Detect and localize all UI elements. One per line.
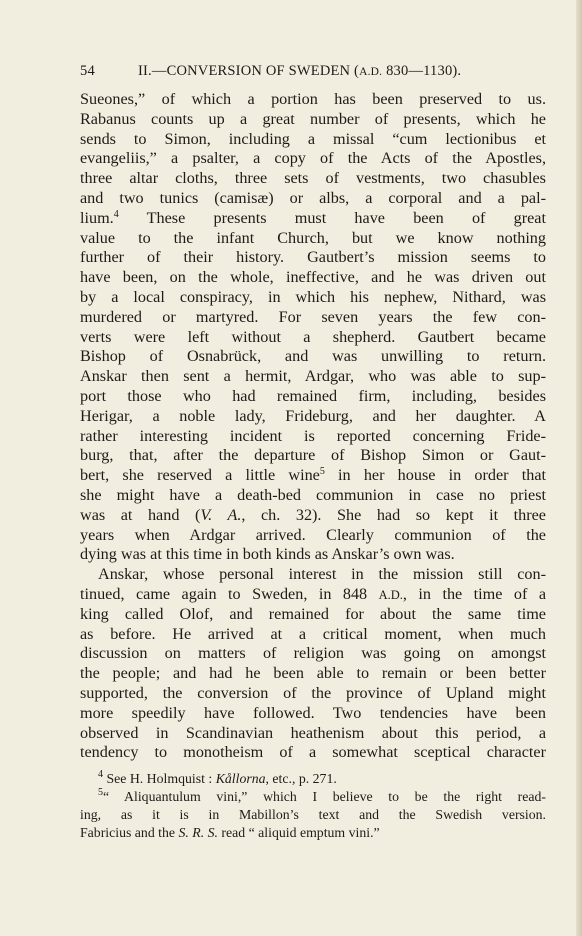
text-line: port those who had remained firm, including, besides [80, 386, 546, 405]
footnote-ref: 4 [113, 208, 119, 220]
footnotes [80, 770, 546, 842]
text-line: dying was at this time in both kinds as Anskar’s own was. [80, 545, 455, 564]
text-line: tendency to monotheism of a somewhat sceptical character [80, 743, 546, 762]
text-line: discussion on matters of religion was going on amongst [80, 644, 546, 663]
text-line: observed in Scandinavian heathenism about this period, a [80, 723, 546, 742]
page-number: 54 [80, 63, 95, 79]
text-line: lium.$^4$ These presents must have been of great [80, 208, 546, 227]
text-line: Sueones,” of which a portion has been preserved to us. [80, 90, 546, 108]
footnote-ref: 5 [319, 466, 325, 478]
text-line: tinued, came again to Sweden, in 848 A.D., in the time of a [80, 584, 547, 603]
footnote: $^4$ See H. Holmquist : Kållorna, etc., p. 271. [98, 769, 337, 786]
text-line: king called Olof, and remained for about the same time [80, 604, 546, 623]
text-line: Anskar then sent a hermit, Ardgar, who was able to sup- [80, 367, 546, 386]
footnote: $^5$“ Aliquantulum vini,” which I believe to be the right read- [98, 787, 546, 804]
text-line: rather interesting incident is reported concerning Fride- [80, 426, 546, 445]
text-line: Rabanus counts up a great number of presents, which he [80, 109, 546, 128]
body-text [80, 90, 546, 763]
text-line: three altar cloths, three sets of vestments, two chasubles [80, 169, 546, 188]
text-line: Herigar, a noble lady, Frideburg, and her daughter. A [80, 406, 546, 425]
text-line: further of their history. Gautbert’s mission seems to [80, 248, 546, 267]
text-line: and two tunics (camisæ) or albs, a corporal and a pal- [80, 188, 546, 207]
footnote-continuation: ing, as it is in Mabillon’s text and the Swedish version. [80, 807, 546, 822]
page-edge [576, 0, 582, 936]
footnote-continuation: Fabricius and the S. R. S. read “ aliquid emptum vini.” [80, 825, 380, 840]
running-title: II.—CONVERSION OF SWEDEN (A.D. 830—1130). [138, 63, 462, 79]
text-line: verts were left without a shepherd. Gautbert became [80, 327, 546, 346]
text-line: more speedily have followed. Two tendencies have been [80, 703, 546, 722]
text-line: by a local conspiracy, in which his nephew, Nithard, was [80, 287, 546, 306]
text-line: bert, she reserved a little wine$^5$ in her house in order that [80, 466, 547, 485]
text-line: supported, the conversion of the province of Upland might [80, 683, 546, 702]
text-line: Bishop of Osnabrück, and was unwilling to return. [80, 347, 546, 366]
text-line: evangeliis,” a psalter, a copy of the Acts of the Apostles, [80, 149, 546, 168]
text-line: as before. He arrived at a critical moment, when much [80, 624, 546, 643]
text-line: value to the infant Church, but we know nothing [80, 228, 546, 247]
text-line: was at hand (V. A., ch. 32). She had so kept it three [80, 505, 546, 524]
running-header [80, 63, 548, 80]
text-line: years when Ardgar arrived. Clearly communion of the [80, 525, 546, 544]
text-line: have been, on the whole, ineffective, and he was driven out [80, 268, 546, 287]
text-line: burg, that, after the departure of Bishop Simon or Gaut- [80, 446, 546, 465]
text-line: sends to Simon, including a missal “cum lectionibus et [80, 129, 546, 148]
text-line: murdered or martyred. For seven years the few con- [80, 307, 546, 326]
text-line: she might have a death-bed communion in case no priest [80, 485, 546, 504]
text-line: the people; and had he been able to remain or been better [80, 664, 546, 683]
text-line: Anskar, whose personal interest in the mission still con- [98, 565, 546, 584]
